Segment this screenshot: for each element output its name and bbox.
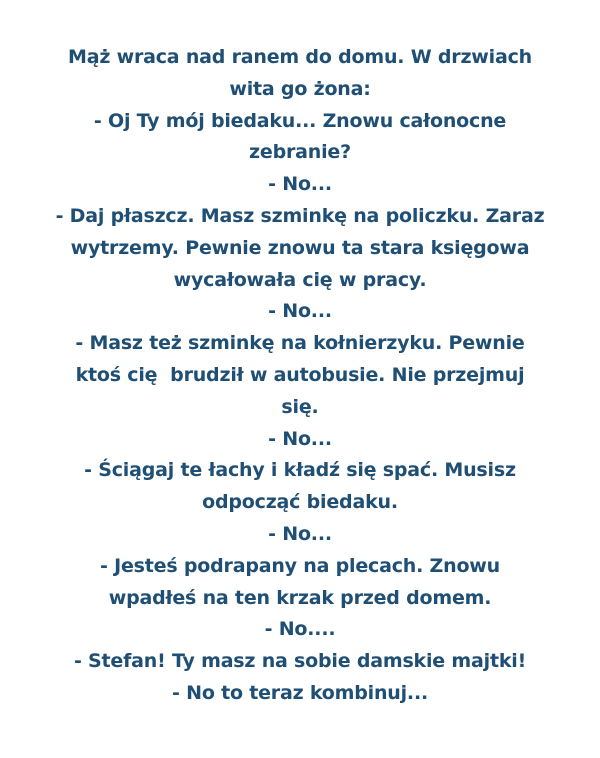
joke-line: - No to teraz kombinuj... — [172, 681, 428, 704]
joke-line: wpadłeś na ten krzak przed domem. — [108, 586, 492, 609]
joke-line: - Masz też szminkę na kołnierzyku. Pewnie — [75, 332, 525, 355]
joke-line: ktoś cię brudził w autobusie. Nie przejmuj — [75, 363, 525, 386]
joke-line: - Jesteś podrapany na plecach. Znowu — [100, 554, 500, 577]
joke-line: - No... — [268, 173, 332, 196]
joke-text — [0, 42, 600, 710]
joke-line: - No... — [268, 427, 332, 450]
joke-line: - Oj Ty mój biedaku... Znowu całonocne — [93, 109, 507, 132]
joke-line: - No.... — [264, 618, 336, 641]
joke-line: - No... — [268, 522, 332, 545]
joke-line: wita go żona: — [229, 77, 371, 100]
joke-line: wytrzemy. Pewnie znowu ta stara księgowa — [70, 236, 530, 259]
joke-line: - No... — [268, 300, 332, 323]
joke-line: - Daj płaszcz. Masz szminkę na policzku. Zaraz — [55, 204, 545, 227]
joke-line: - Ściągaj te łachy i kładź się spać. Musisz — [84, 459, 516, 482]
joke-line: odpocząć biedaku. — [202, 491, 398, 514]
joke-line: się. — [281, 395, 319, 418]
joke-line: Mąż wraca nad ranem do domu. W drzwiach — [68, 46, 532, 68]
joke-line: wycałowała cię w pracy. — [173, 268, 427, 291]
joke-line: zebranie? — [249, 141, 351, 164]
joke-line: - Stefan! Ty masz na sobie damskie majtki! — [73, 650, 527, 673]
